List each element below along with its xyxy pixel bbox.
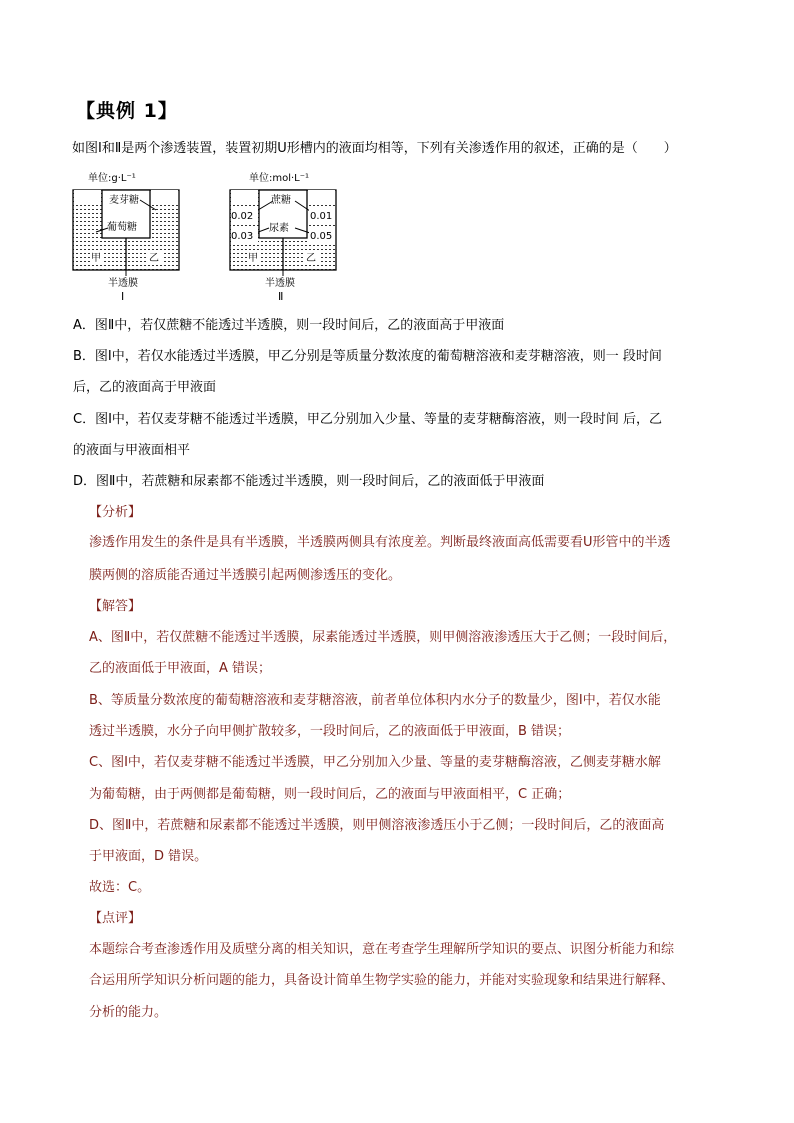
figure-2-left-bottom-value: 0.03 <box>231 231 254 242</box>
analysis-line-2: 膜两侧的溶质能否通过半透膜引起两侧渗透压的变化。 <box>89 568 402 583</box>
question-text: 如图Ⅰ和Ⅱ是两个渗透装置，装置初期U形槽内的液面均相等，下列有关渗透作用的叙述，正确的是（ ） <box>72 141 677 156</box>
figure-2-unit: 单位:mol·L⁻¹ <box>249 173 310 184</box>
figure-2-side-jia: 甲 <box>248 253 258 264</box>
comment-line-1: 本题综合考查渗透作用及质壁分离的相关知识，意在考查学生理解所学知识的要点、识图分析能力和综 <box>89 942 675 957</box>
figure-1-u-tube <box>68 168 188 302</box>
answer-tag: 【解答】 <box>89 599 142 614</box>
option-a: A．图Ⅱ中，若仅蔗糖不能透过半透膜，则一段时间后，乙的液面高于甲液面 <box>73 318 505 333</box>
answer-line-8: 于甲液面，D 错误。 <box>89 849 208 864</box>
figure-2-right-bottom-value: 0.05 <box>310 231 333 242</box>
example-heading: 【典例 1】 <box>76 100 178 122</box>
answer-line-1: A、图Ⅱ中，若仅蔗糖不能透过半透膜，尿素能透过半透膜，则甲侧溶液渗透压大于乙侧；一段时间后， <box>89 630 677 645</box>
comment-tag: 【点评】 <box>89 911 142 926</box>
figure-1-label-glucose: 葡萄糖 <box>107 222 137 233</box>
figure-2-right-top-value: 0.01 <box>310 211 333 222</box>
figure-2-membrane-label: 半透膜 <box>265 278 295 289</box>
figure-2-label-urea: 尿素 <box>269 223 289 234</box>
answer-line-4: 透过半透膜，水分子向甲侧扩散较多，一段时间后，乙的液面低于甲液面，B 错误； <box>89 724 571 739</box>
figure-1-label-maltose: 麦芽糖 <box>109 195 139 206</box>
option-c-line-2: 的液面与甲液面相平 <box>73 443 191 458</box>
answer-line-5: C、图Ⅰ中，若仅麦芽糖不能透过半透膜，甲乙分别加入少量、等量的麦芽糖酶溶液，乙侧麦芽糖水解 <box>89 755 661 770</box>
figure-2-label-sucrose: 蔗糖 <box>271 195 291 206</box>
option-b-line-1: B．图Ⅰ中，若仅水能透过半透膜，甲乙分别是等质量分数浓度的葡萄糖溶液和麦芽糖溶液，则一 段时间 <box>73 349 662 364</box>
comment-line-2: 合运用所学知识分析问题的能力，具备设计简单生物学实验的能力，并能对实验现象和结果进行解释、 <box>89 973 675 988</box>
figure-1-side-yi: 乙 <box>149 253 159 264</box>
figure-2-side-yi: 乙 <box>306 253 316 264</box>
option-c-line-1: C．图Ⅰ中，若仅麦芽糖不能透过半透膜，甲乙分别加入少量、等量的麦芽糖酶溶液，则一段时间 后，乙 <box>73 412 663 427</box>
answer-line-6: 为葡萄糖，由于两侧都是葡萄糖，则一段时间后，乙的液面与甲液面相平，C 正确； <box>89 787 571 802</box>
comment-line-3: 分析的能力。 <box>89 1005 168 1020</box>
figure-2-u-tube <box>225 168 345 302</box>
figure-2-roman: Ⅱ <box>278 290 284 302</box>
option-b-line-2: 后，乙的液面高于甲液面 <box>73 380 217 395</box>
figure-2-left-top-value: 0.02 <box>231 211 254 222</box>
answer-final-choice: 故选：C。 <box>89 880 151 895</box>
figure-1-unit: 单位:g·L⁻¹ <box>88 173 136 184</box>
figure-1-roman: Ⅰ <box>121 290 125 302</box>
analysis-line-1: 渗透作用发生的条件是具有半透膜，半透膜两侧具有浓度差。判断最终液面高低需要看U形管中的半透 <box>89 535 671 550</box>
answer-line-2: 乙的液面低于甲液面，A 错误； <box>89 661 272 676</box>
analysis-tag: 【分析】 <box>89 505 142 520</box>
answer-line-3: B、等质量分数浓度的葡萄糖溶液和麦芽糖溶液，前者单位体积内水分子的数量少，图Ⅰ中，若仅水能 <box>89 693 661 708</box>
figure-1-side-jia: 甲 <box>91 253 101 264</box>
figure-1-membrane-label: 半透膜 <box>108 278 138 289</box>
option-d: D．图Ⅱ中，若蔗糖和尿素都不能透过半透膜，则一段时间后，乙的液面低于甲液面 <box>73 474 545 489</box>
answer-line-7: D、图Ⅱ中，若蔗糖和尿素都不能透过半透膜，则甲侧溶液渗透压小于乙侧；一段时间后，乙的液面高 <box>89 818 665 833</box>
